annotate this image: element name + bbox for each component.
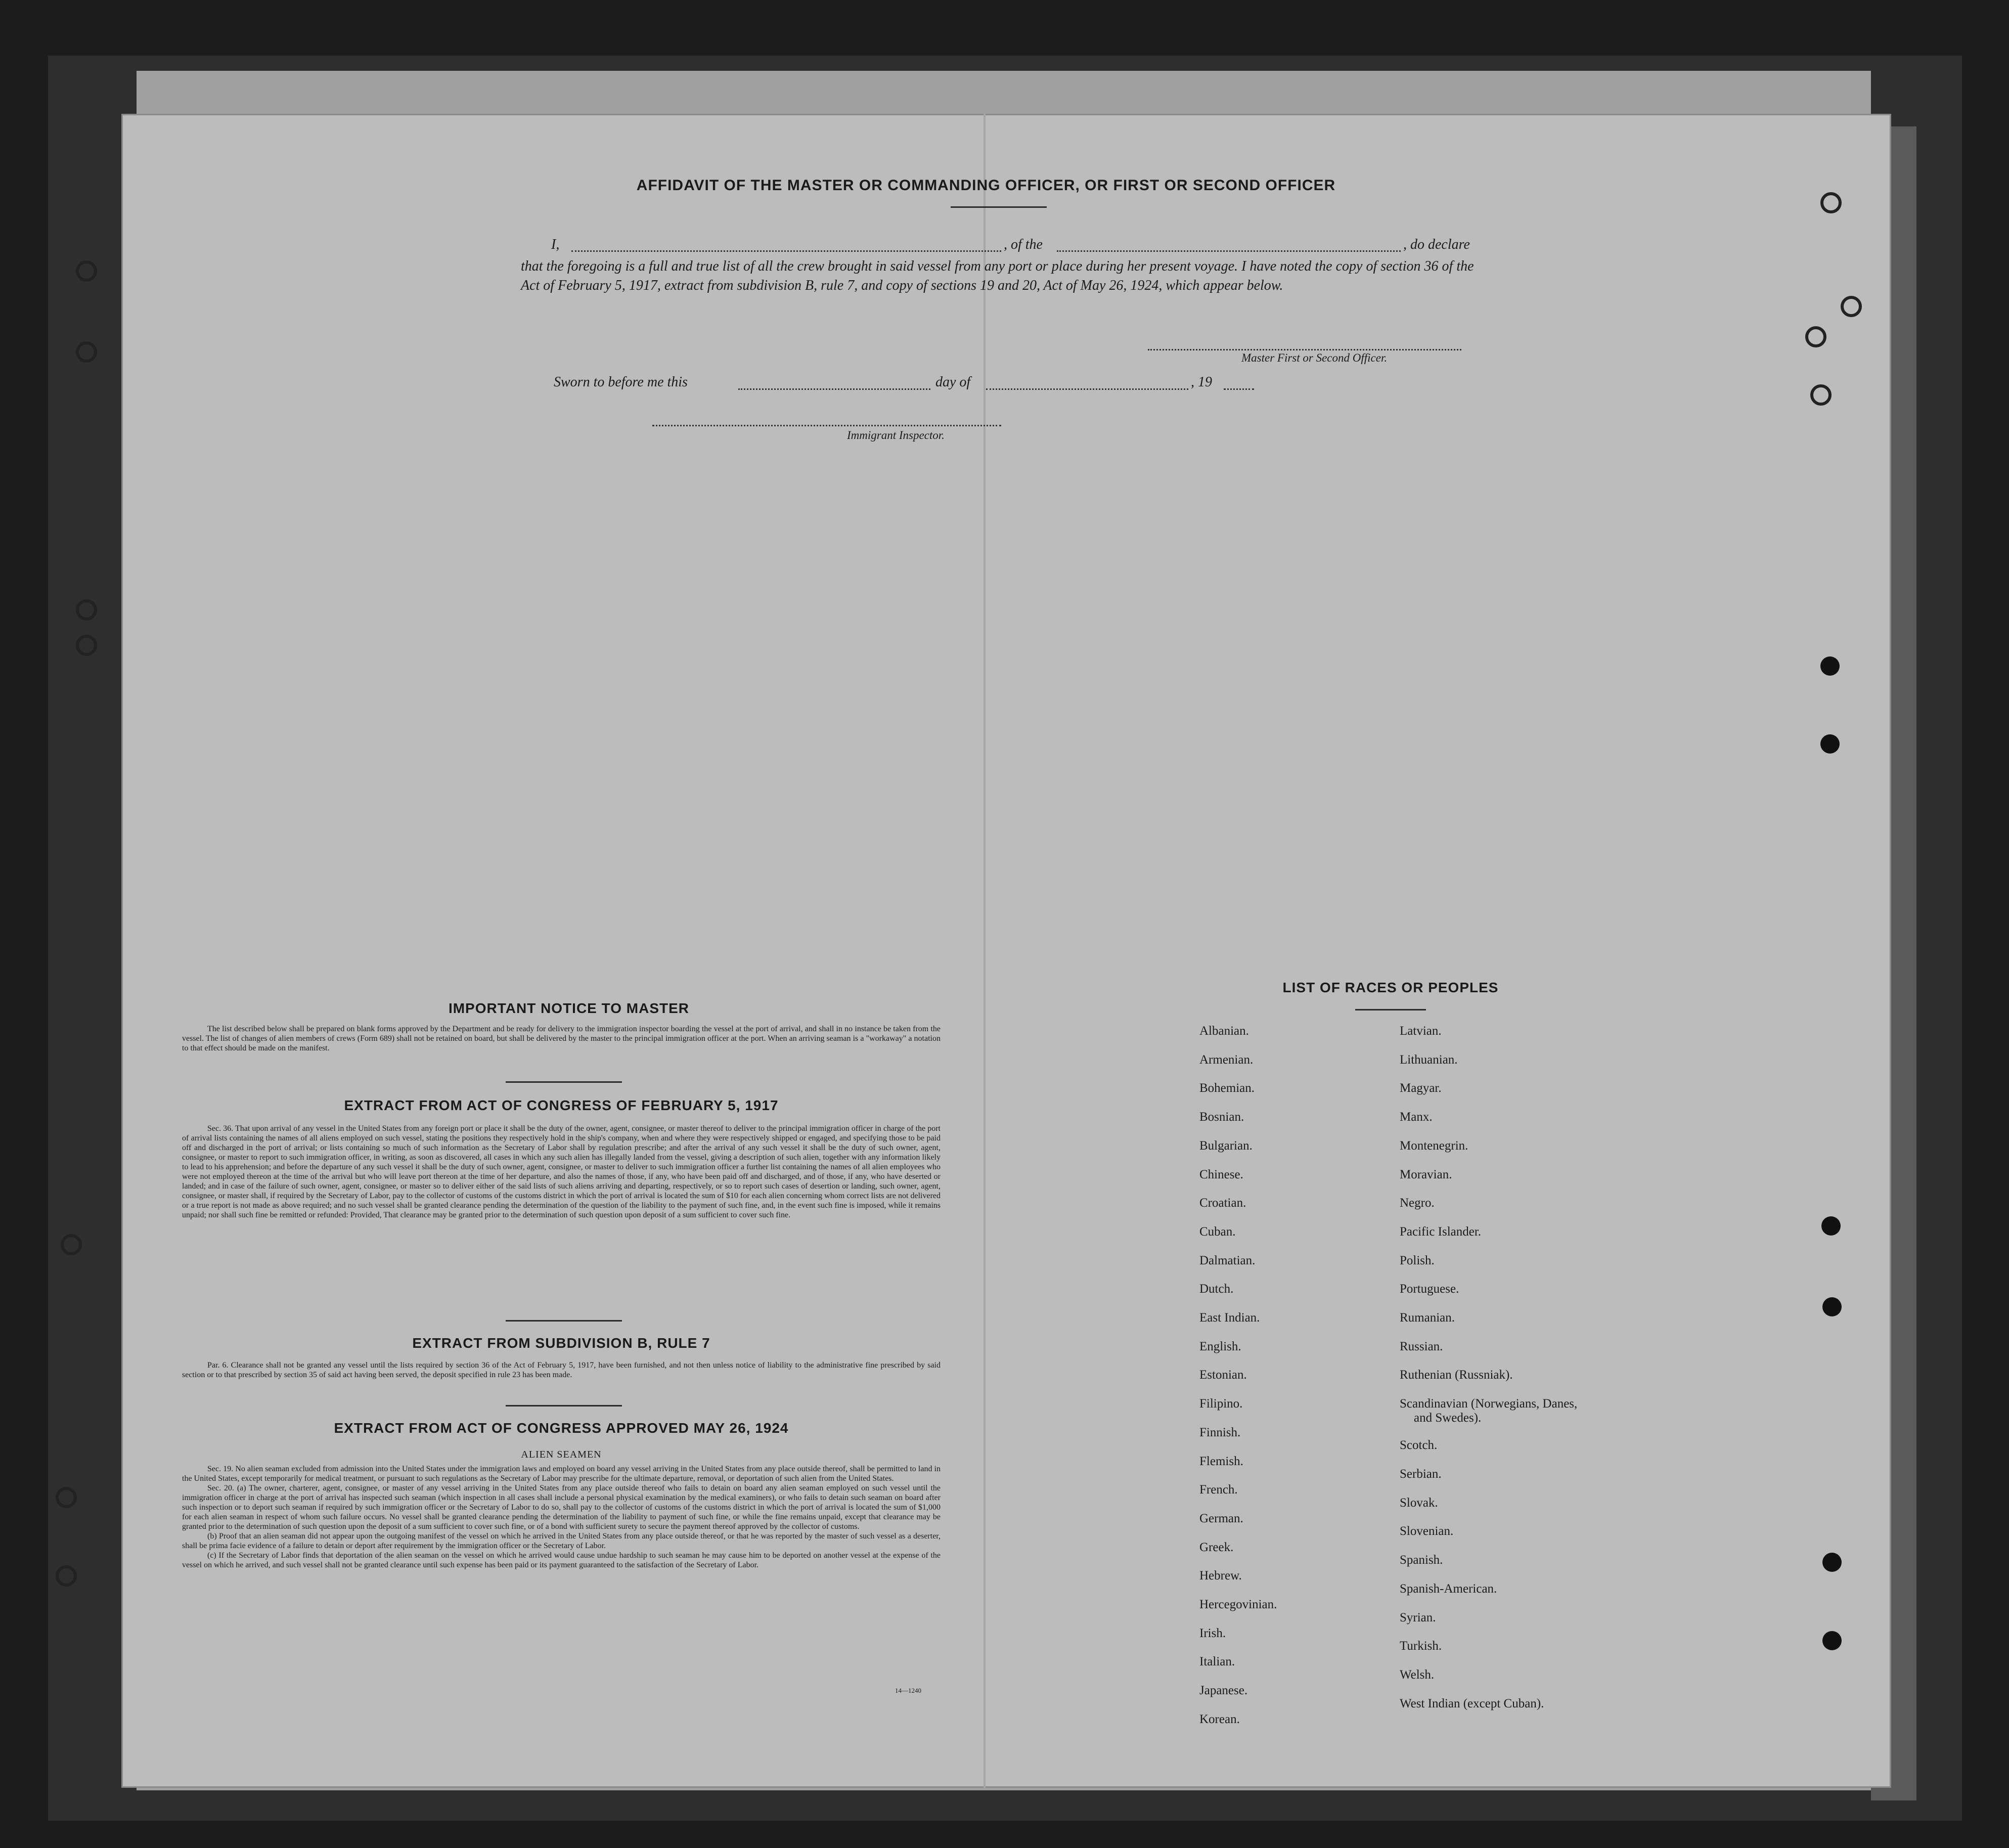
- name-field[interactable]: [571, 240, 1001, 252]
- sec20b-text: (b) Proof that an alien seaman did not appear upon the outgoing manifest of the vessel on which he arrived in the United States from any place outside thereof, or that he was reported by the master of such vessel as a deserter, shall be prima facie evidence of a failure to detain or deport after requirement by the immigration officer or the Secretary of Labor.: [182, 1532, 941, 1550]
- race-item: German.: [1199, 1511, 1243, 1525]
- extract-1924-title: EXTRACT FROM ACT OF CONGRESS APPROVED MAY 26, 1924: [334, 1420, 789, 1436]
- day-of-text: day of: [935, 374, 971, 390]
- master-signature-label: Master First or Second Officer.: [1241, 351, 1388, 364]
- race-item: Armenian.: [1199, 1052, 1254, 1067]
- master-signature-line[interactable]: [1148, 344, 1461, 350]
- race-item: Hebrew.: [1199, 1569, 1242, 1583]
- section-rule: [506, 1405, 622, 1406]
- form-number: 14—1240: [895, 1687, 921, 1694]
- race-item: Albanian.: [1199, 1024, 1249, 1038]
- punch-hole-icon: [1821, 1216, 1841, 1236]
- vessel-field[interactable]: [1057, 240, 1401, 252]
- race-item: Dalmatian.: [1199, 1253, 1256, 1267]
- race-item: Rumanian.: [1400, 1311, 1455, 1325]
- race-item: Negro.: [1400, 1196, 1435, 1210]
- sec20c-text: (c) If the Secretary of Labor finds that deportation of the alien seaman on the vessel on which he arrived would cause undue hardship to such seaman he may cause him to be deported on another vessel at the expense of the vessel on which he arrived, and such vessel shall not be granted clearance until such expense has been paid or its payment guaranteed to the satisfaction of the Secretary of Labor.: [182, 1551, 941, 1569]
- inspector-signature-line[interactable]: [652, 420, 1001, 426]
- race-item: Moravian.: [1400, 1167, 1452, 1181]
- race-item: Greek.: [1199, 1540, 1234, 1554]
- punch-hole-icon: [1822, 1631, 1842, 1650]
- race-item: Manx.: [1400, 1110, 1433, 1124]
- race-item: Irish.: [1199, 1626, 1226, 1640]
- race-item: Ruthenian (Russniak).: [1400, 1368, 1513, 1382]
- race-item: West Indian (except Cuban).: [1400, 1696, 1544, 1710]
- affidavit-i: I,: [551, 237, 560, 252]
- affidavit-declare: , do declare: [1403, 237, 1470, 252]
- sworn-month-field[interactable]: [986, 378, 1188, 390]
- race-item: Turkish.: [1400, 1639, 1442, 1653]
- race-item: Syrian.: [1400, 1610, 1436, 1624]
- center-fold: [984, 114, 986, 1788]
- section-rule: [506, 1081, 622, 1083]
- inspector-signature-label: Immigrant Inspector.: [847, 429, 945, 442]
- race-item: Italian.: [1199, 1655, 1235, 1669]
- extract-1924-body: [182, 1464, 941, 1570]
- race-item: Polish.: [1400, 1253, 1435, 1267]
- race-item: Dutch.: [1199, 1282, 1234, 1296]
- race-item: Filipino.: [1199, 1397, 1243, 1411]
- binding-hole-icon: [76, 260, 97, 282]
- race-item: Slovenian.: [1400, 1524, 1454, 1538]
- race-item: Cuban.: [1199, 1224, 1236, 1239]
- race-item: Japanese.: [1199, 1684, 1248, 1698]
- race-item: Welsh.: [1400, 1667, 1435, 1682]
- sworn-day-field[interactable]: [738, 378, 930, 390]
- affidavit-of-the: , of the: [1004, 237, 1043, 252]
- race-item: Spanish.: [1400, 1553, 1443, 1567]
- affidavit-title: AFFIDAVIT OF THE MASTER OR COMMANDING OFFICER, OR FIRST OR SECOND OFFICER: [636, 177, 1336, 194]
- binding-hole-icon: [56, 1487, 77, 1508]
- notice-text: The list described below shall be prepared on blank forms approved by the Department and be ready for delivery to the immigration inspector boarding the vessel at the port of arrival, and shall in no instance be taken from the vessel. The list of changes of alien members of crews (Form 689) shall not be retained on board, but shall be delivered by the master to the principal immigration officer at the port. When an arriving seaman is a "workaway" a notation to that effect should be made on the manifest.: [182, 1025, 941, 1052]
- race-item: Portuguese.: [1400, 1282, 1459, 1296]
- race-item: Spanish-American.: [1400, 1581, 1497, 1596]
- races-rule: [1355, 1009, 1426, 1010]
- rule7-text: Par. 6. Clearance shall not be granted any vessel until the lists required by section 36 of the Act of February 5, 1917, have been furnished, and not then unless notice of liability to the administrative fine prescribed by said section or to that prescribed by section 35 of said act having been served, the deposit specified in rule 23 has been made.: [182, 1361, 941, 1379]
- binding-hole-icon: [1810, 384, 1832, 406]
- sworn-text: Sworn to before me this: [554, 374, 688, 390]
- race-item: Croatian.: [1199, 1196, 1246, 1210]
- race-item: Serbian.: [1400, 1467, 1442, 1481]
- race-item: Bulgarian.: [1199, 1138, 1253, 1153]
- section-rule: [506, 1320, 622, 1322]
- race-item: Scotch.: [1400, 1438, 1438, 1453]
- race-item: Korean.: [1199, 1712, 1240, 1726]
- notice-title: IMPORTANT NOTICE TO MASTER: [448, 1000, 690, 1016]
- punch-hole-icon: [1822, 1297, 1842, 1316]
- race-item: Chinese.: [1199, 1167, 1243, 1181]
- race-item: Scandinavian (Norwegians, Danes, and Swedes).: [1400, 1397, 1578, 1425]
- binding-hole-icon: [56, 1565, 77, 1587]
- race-item: Finnish.: [1199, 1425, 1241, 1439]
- binding-hole-icon: [61, 1234, 82, 1255]
- title-rule: [951, 206, 1047, 208]
- affidavit-body: that the foregoing is a full and true list of all the crew brought in said vessel from any port or place during her present voyage. I have noted the copy of section 36 of the Act of February 5, 1917, extract from subdivision B, rule 7, and copy of sections 19 and 20, Act of May 26, 1924, which appear below.: [521, 258, 1474, 293]
- binding-hole-icon: [76, 635, 97, 656]
- punch-hole-icon: [1820, 734, 1840, 754]
- race-item: Russian.: [1400, 1339, 1443, 1353]
- race-item: Pacific Islander.: [1400, 1224, 1482, 1239]
- race-item: Flemish.: [1199, 1454, 1243, 1468]
- extract-1917-title: EXTRACT FROM ACT OF CONGRESS OF FEBRUARY 5, 1917: [344, 1097, 779, 1113]
- races-title: LIST OF RACES OR PEOPLES: [1282, 980, 1499, 995]
- rule7-title: EXTRACT FROM SUBDIVISION B, RULE 7: [412, 1335, 710, 1351]
- punch-hole-icon: [1820, 656, 1840, 676]
- binding-hole-icon: [1805, 326, 1826, 347]
- race-item: Hercegovinian.: [1199, 1598, 1277, 1611]
- extract-1924-subtitle: ALIEN SEAMEN: [521, 1449, 602, 1460]
- race-item: Bohemian.: [1199, 1081, 1255, 1095]
- race-item: Slovak.: [1400, 1495, 1438, 1510]
- punch-hole-icon: [1822, 1553, 1842, 1572]
- race-item: English.: [1199, 1339, 1241, 1353]
- race-item: Magyar.: [1400, 1081, 1442, 1095]
- race-item: Montenegrin.: [1400, 1138, 1468, 1153]
- race-item: Bosnian.: [1199, 1110, 1244, 1124]
- binding-hole-icon: [1820, 192, 1842, 213]
- binding-hole-icon: [1841, 296, 1862, 317]
- sworn-year-field[interactable]: [1224, 378, 1254, 390]
- binding-hole-icon: [76, 341, 97, 363]
- sec20a-text: Sec. 20. (a) The owner, charterer, agent, consignee, or master of any vessel arriving in the United States from any place outside thereof who fails to detain on board any alien seaman employed on such vessel until the immigration officer in charge at the port of arrival has inspected such seaman (which inspection in all cases shall include a personal physical examination by the medical examiners), or who fails to detain such seaman on board after such inspection or to deport such seaman if required by such immigration officer or the Secretary of Labor to do so, shall pay to the collector of customs of the customs district in which the port of arrival is located the sum of $1,000 for each alien seaman in respect of whom such failure occurs. No vessel shall be granted clearance pending the determination of the liability to payment of such fine, or while the fine remains unpaid, except that clearance may be granted prior to the determination of such question upon the deposit of a sum sufficient to cover such fine, or of a bond with sufficient surety to secure the payment thereof approved by the collector of customs.: [182, 1484, 941, 1531]
- race-item: Lithuanian.: [1400, 1052, 1458, 1067]
- race-item: Estonian.: [1199, 1368, 1247, 1382]
- year-text: , 19: [1191, 374, 1212, 390]
- extract-1917-text: Sec. 36. That upon arrival of any vessel in the United States from any foreign port or place it shall be the duty of the owner, agent, consignee, or master thereof to deliver to the principal immigration officer in charge of the port of arrival lists containing the names of all aliens employed on such vessel, stating the positions they respectively hold in the ship's company, when and where they were respectively shipped or engaged, and specifying those to be paid off and discharged in the port of arrival; or lists containing so much of such information as the Secretary of Labor shall by regulation prescribe; and after the arrival of any such vessel it shall be the duty of such owner, agent, consignee, or master to report to such immigration officer, in writing, as soon as discovered, all cases in which any such alien has illegally landed from the vessel, giving a description of such alien, together with any information likely to lead to his apprehension; and before the departure of any such vessel it shall be the duty of such owner, agent, consignee, or master to deliver to such immigration officer a further list containing the names of all alien employees who were not employed thereon at the time of the arrival but who will leave port thereon at the time of her departure, and also the names of those, if any, who have been paid off and discharged, and of those, if any, who have deserted or landed; and in case of the failure of such owner, agent, consignee, or master so to deliver either of the said lists of such aliens arriving and departing, respectively, or so to report such cases of desertion or landing, such owner, agent, consignee, or master shall, if required by the Secretary of Labor, pay to the collector of customs of the customs district in which the port of arrival is located the sum of $10 for each alien concerning whom correct lists are not delivered or a true report is not made as above required; and no such vessel shall be granted clearance pending the determination of the question of the liability to the payment of such fine, and, in the event such fine is imposed, while it remains unpaid; nor shall such fine be remitted or refunded: Provided, That clearance may be granted prior to the determination of such question upon deposit of a sum sufficient to cover such fine.: [182, 1124, 941, 1219]
- race-item: French.: [1199, 1483, 1238, 1497]
- race-item: East Indian.: [1199, 1311, 1260, 1325]
- race-item: Latvian.: [1400, 1024, 1442, 1038]
- binding-hole-icon: [76, 599, 97, 621]
- sec19-text: Sec. 19. No alien seaman excluded from admission into the United States under the immigration laws and employed on board any vessel arriving in the United States from any place outside thereof, shall be permitted to land in the United States, except temporarily for medical treatment, or pursuant to such regulations as the Secretary of Labor may prescribe for the ultimate departure, removal, or deportation of such alien from the United States.: [182, 1465, 941, 1483]
